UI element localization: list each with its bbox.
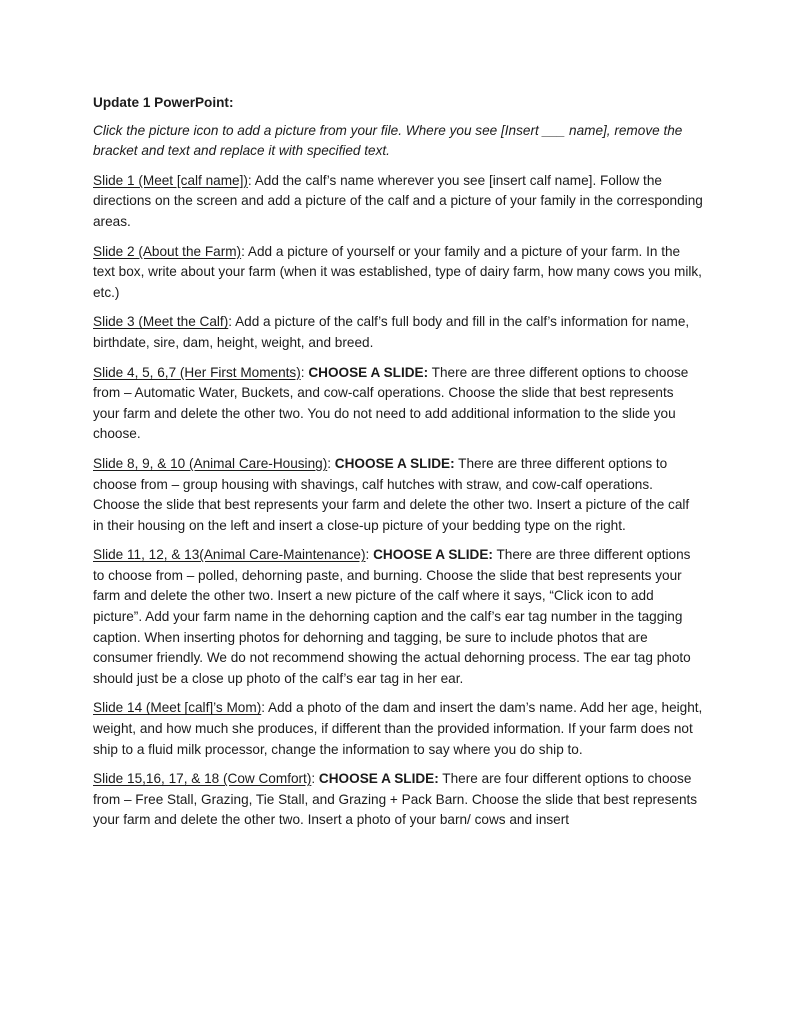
slide-name: Slide 15,16, 17, & 18 (Cow Comfort)	[93, 771, 312, 787]
document-title: Update 1 PowerPoint:	[93, 95, 234, 110]
separator: :	[300, 364, 309, 380]
slide-description: There are three different options to choose from – Automatic Water, Buckets, and cow-calf operations. Choose the slide that best represents your farm and delete the other two. You do not need to add additional information to the slide you choose.	[93, 364, 689, 442]
choose-label: CHOOSE A SLIDE:	[334, 455, 455, 471]
separator: :	[241, 243, 248, 259]
choose-label: CHOOSE A SLIDE:	[318, 771, 439, 787]
separator: :	[365, 547, 374, 563]
slide-name: Slide 2 (About the Farm)	[93, 243, 242, 259]
intro-instructions: Click the picture icon to add a picture from your file. Where you see [Insert ___ name], remove the bracket and text and replace it with specified text.	[93, 122, 683, 159]
slide-description: Add a photo of the dam and insert the dam’s name. Add her age, height, weight, and how much she produces, if different than the provided information. If your farm does not ship to a fluid milk processor, change the information to say where you do ship to.	[93, 700, 703, 757]
slide-description: There are three different options to choose from – group housing with shavings, calf hutches with straw, and cow-calf operations. Choose the slide that best represents your farm and delete the other two. Insert a picture of the calf in their housing on the left and insert a close-up picture of your bedding type on the right.	[93, 455, 690, 533]
slide-name: Slide 14 (Meet [calf]’s Mom)	[93, 700, 262, 716]
document-body	[93, 93, 703, 840]
slide-description: Add the calf’s name wherever you see [insert calf name]. Follow the directions on the screen and add a picture of the calf and a picture of your family in the corresponding areas.	[93, 172, 703, 229]
separator: :	[247, 172, 255, 188]
separator: :	[327, 455, 335, 471]
separator: :	[261, 700, 269, 716]
slide-name: Slide 1 (Meet [calf name])	[93, 172, 248, 188]
slide-instruction-11-13	[93, 545, 703, 689]
slide-instruction-2	[93, 242, 703, 304]
slide-instruction-14	[93, 698, 703, 760]
separator: :	[311, 771, 319, 787]
slide-name: Slide 4, 5, 6,7 (Her First Moments)	[93, 364, 301, 380]
slide-instruction-1	[93, 171, 703, 233]
slide-description: There are three different options to choose from – polled, dehorning paste, and burning. Choose the slide that best represents your farm and delete the other two. Insert a new picture of the calf where it says, “Click icon to add picture”. Add your farm name in the dehorning caption and the calf’s ear tag number in the tagging caption. When inserting photos for dehorning and tagging, be sure to include photos that are consumer friendly. We do not recommend showing the actual dehorning process. The ear tag photo should just be a close up photo of the calf’s ear tag in her ear.	[93, 547, 691, 686]
slide-instruction-8-10	[93, 454, 703, 536]
slide-name: Slide 11, 12, & 13(Animal Care-Maintenance)	[93, 547, 366, 563]
slide-instruction-3	[93, 312, 703, 353]
slide-description: Add a picture of the calf’s full body and fill in the calf’s information for name, birthdate, sire, dam, height, weight, and breed.	[93, 314, 690, 350]
slide-name: Slide 3 (Meet the Calf)	[93, 314, 229, 330]
slide-name: Slide 8, 9, & 10 (Animal Care-Housing)	[93, 455, 328, 471]
slide-description: Add a picture of yourself or your family and a picture of your farm. In the text box, write about your farm (when it was established, type of dairy farm, how many cows you milk, etc.)	[93, 243, 702, 300]
choose-label: CHOOSE A SLIDE:	[373, 547, 493, 563]
choose-label: CHOOSE A SLIDE:	[308, 364, 429, 380]
slide-instruction-15-18	[93, 769, 703, 831]
slide-description: There are four different options to choose from – Free Stall, Grazing, Tie Stall, and Grazing + Pack Barn. Choose the slide that best represents your farm and delete the other two. Insert a photo of your barn/ cows and insert	[93, 771, 698, 828]
separator: :	[228, 314, 236, 330]
slide-instruction-4-7	[93, 363, 703, 445]
